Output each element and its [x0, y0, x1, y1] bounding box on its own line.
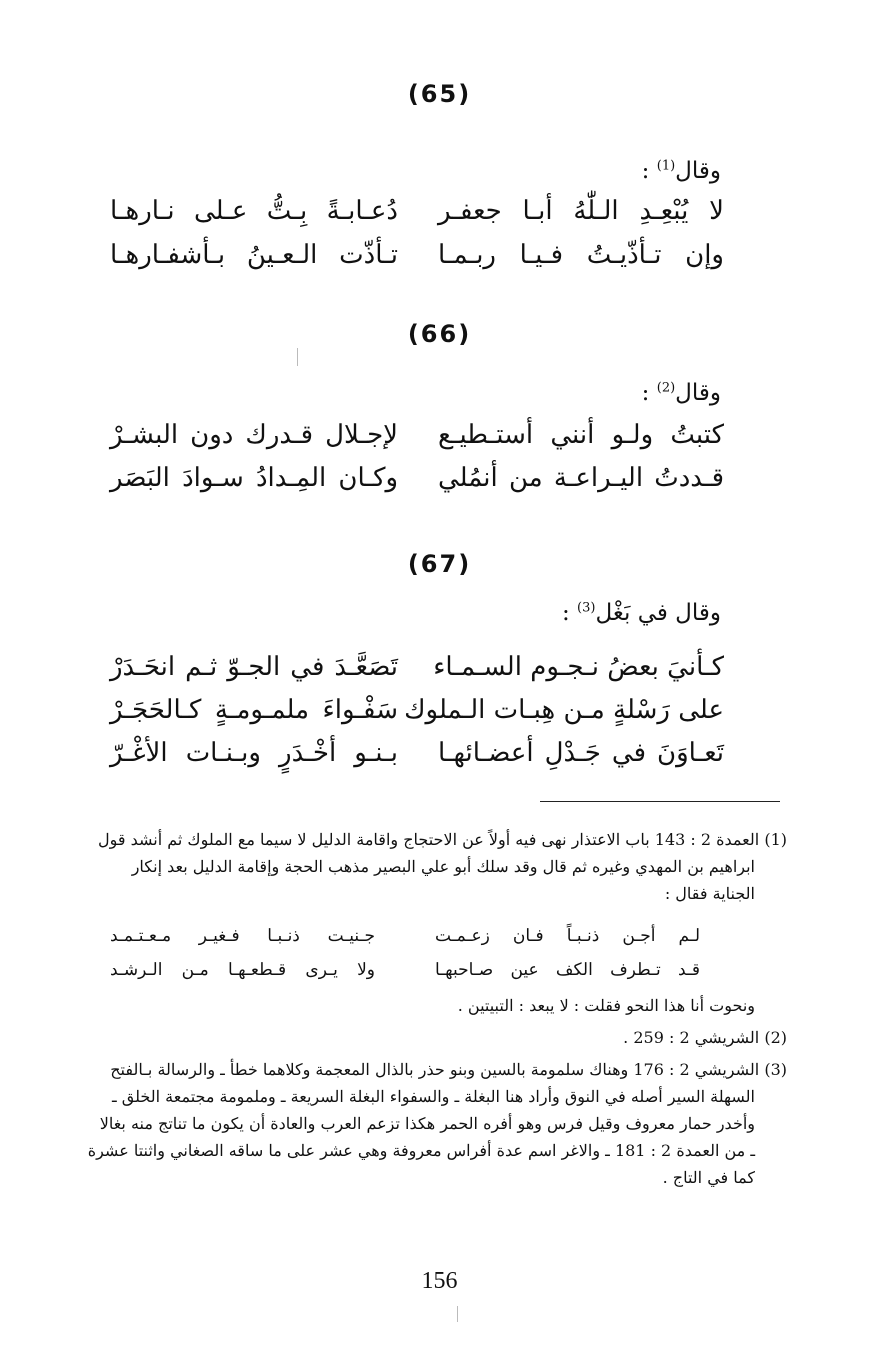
footnote-line: ـ من العمدة 2 : 181 ـ والاغر اسم عدة أفراس معروفة وهي عشر على ما ساقه الصغاني واثنتا عشرة [87, 1141, 755, 1160]
poem-intro-65: وقال$^{(1)}$ : [641, 158, 721, 184]
footnote-line: ابراهيم بن المهدي وغيره ثم قال وقد سلك أبو علي البصير مذهب الحجة وإقامة الدليل بعد إنكار [131, 857, 755, 876]
footnote-line: وأخدر حمار معروف وقيل فرس وهو أفره الحمر هكذا تزعم العرب والعادة أن يكون ما تناتج منه بغالا [99, 1114, 755, 1133]
hemistich-second: وكـان المِـدادُ سـوادَ البَصَر [110, 463, 398, 493]
hemistich-second: بـنـو أخْـدَرٍ وبـنـات الأغْـرّ [110, 738, 398, 768]
scan-mark [297, 348, 298, 366]
hemistich-second: دُعـابـةً بِـتُّ عـلى نـارهـا [110, 196, 398, 226]
footnote-mark: (3) [764, 1060, 787, 1079]
hemistich-first: لا يُبْعِـدِ الـلّٰهُ أبـا جعفـر [438, 196, 724, 226]
footnote-separator [540, 801, 780, 802]
hemistich-second: جـنيـت ذنـبـا فـغيـر مـعـتـمـد [110, 926, 375, 946]
verse-65-2 [110, 240, 724, 284]
poem-number-65: (65) [407, 80, 472, 108]
intro-text: وقال [675, 380, 721, 406]
footnote-line: الجناية فقال : [664, 884, 755, 903]
hemistich-second: ولا يـرى قـطعـهـا مـن الـرشـد [110, 960, 375, 980]
hemistich-first: على رَسْلةٍ مـن هِبـات الـملوك [404, 695, 724, 725]
poem-number-67: (67) [407, 550, 472, 578]
verse-67-2 [110, 695, 724, 739]
footnote-ref: (2) [656, 380, 676, 396]
verse-66-1 [110, 420, 724, 464]
footnote-2 [623, 1024, 787, 1051]
footnote-line: (2) الشريشي 2 : 259 . [623, 1028, 787, 1047]
hemistich-first: لـم أجـن ذنـبـاً فـان زعـمـت [435, 926, 700, 946]
poem-number-66: (66) [407, 320, 472, 348]
hemistich-first: كتبتُ ولـو أنني أستـطيـع [438, 420, 724, 450]
scan-mark [457, 1306, 458, 1322]
hemistich-second: سَفْـواءَ ملمـومـةٍ كـالحَجَـرْ [110, 695, 398, 725]
hemistich-first: قـددتُ اليـراعـة من أنمُلي [438, 463, 724, 493]
intro-text: وقال [675, 158, 721, 184]
page-number: 156 [421, 1268, 458, 1294]
hemistich-first: وإن تـأذّيـتُ فـيـا ربـمـا [438, 240, 724, 270]
verse-67-3 [110, 738, 724, 782]
footnote-line: السهلة السير أصله في النوق وأراد هنا البغلة ـ والسفواء البغلة السريعة ـ وملمومة مجتمعة الخلق ـ [112, 1087, 755, 1106]
hemistich-second: تـأذّت الـعـينُ بـأشفـارهـا [110, 240, 398, 270]
footnote-line: (3) الشريشي 2 : 176 وهناك سلمومة بالسين وبنو حذر بالذال المعجمة وكلاهما خطأ ـ والرسالة بـالفتح [110, 1060, 787, 1079]
footnote-line: كما في التاج . [662, 1168, 755, 1187]
footnote-3 [77, 1056, 787, 1191]
verse-66-2 [110, 463, 724, 507]
hemistich-first: كـأنيَ بعضُ نـجـوم السـمـاء [433, 652, 724, 682]
footnote-verse-1 [110, 926, 700, 956]
footnote-line: (1) العمدة 2 : 143 باب الاعتذار نهى فيه أولاً عن الاحتجاج واقامة الدليل لا سيما مع الملوك ثم أنشد قول [97, 830, 787, 849]
footnote-1 [77, 826, 787, 907]
footnote-1-closing: ونحوت أنا هذا النحو فقلت : لا يبعد : التبيتين . [457, 996, 755, 1015]
footnote-mark: (2) [764, 1028, 787, 1047]
verse-65-1 [110, 196, 724, 240]
intro-text: وقال في بَغْل [595, 600, 721, 626]
footnote-verse-2 [110, 960, 700, 990]
footnote-ref: (1) [656, 158, 676, 174]
hemistich-second: تَصَعَّـدَ في الجـوّ ثـم انحَـدَرْ [110, 652, 398, 682]
hemistich-first: قـد تـطرف الكف عين صـاحبهـا [435, 960, 700, 980]
footnote-ref: (3) [577, 600, 596, 616]
hemistich-second: لإجـلال قـدرك دون البشـرْ [110, 420, 398, 450]
verse-67-1 [110, 652, 724, 696]
poem-intro-67: وقال في بَغْل$^{(3)}$ : [561, 600, 721, 626]
poem-intro-66: وقال$^{(2)}$ : [641, 380, 721, 406]
footnote-mark: (1) [764, 830, 787, 849]
hemistich-first: تَعـاوَنَ في جَـدْلِ أعضـائهـا [438, 738, 724, 768]
